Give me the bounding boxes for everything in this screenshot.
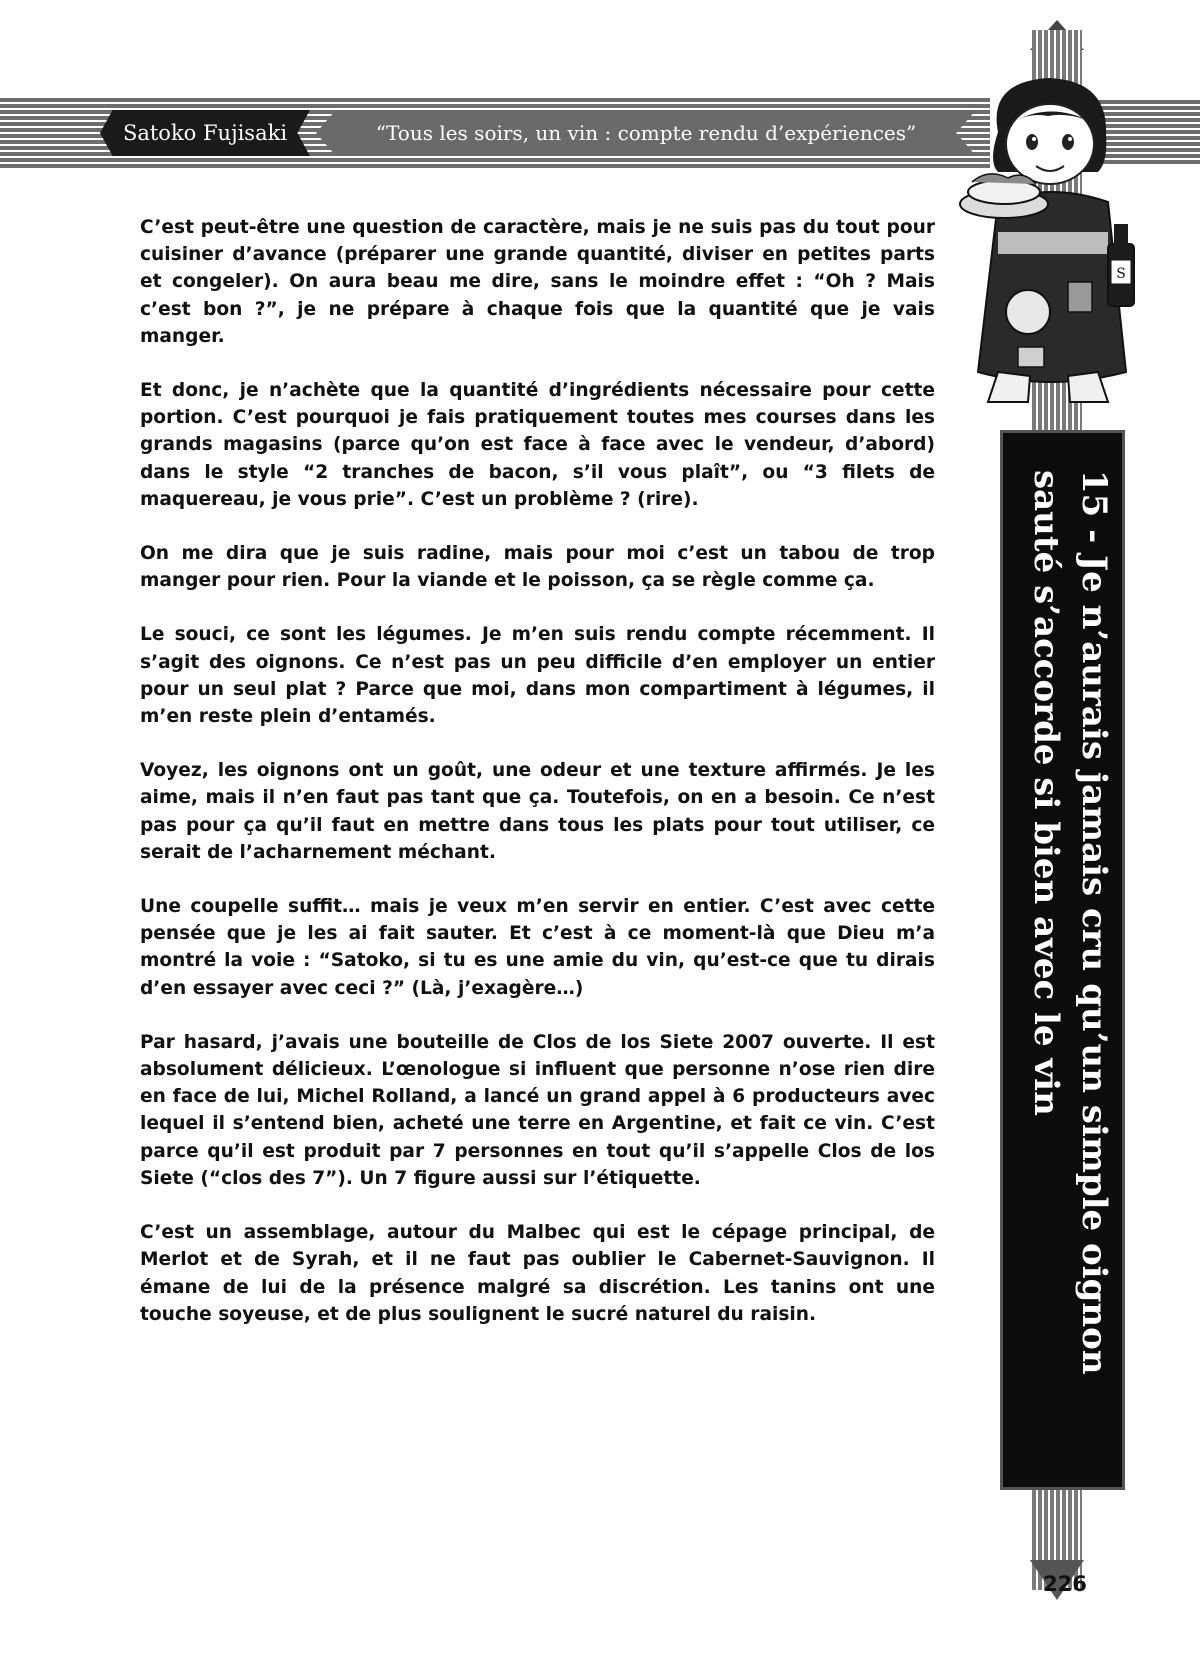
author-name: Satoko Fujisaki [122,121,288,145]
paragraph: On me dira que je suis radine, mais pour moi c’est un tabou de trop manger pour rien. Pour la viande et le poisson, ça se règle comme ça. [140,543,935,592]
article-body [140,214,935,1355]
paragraph: C’est peut-être une question de caractère, mais je ne suis pas du tout pour cuisiner d’avance (préparer une grande quantité, diviser en petites parts et congeler). On aura beau me dire, sans le moindre effet : “Oh ? Mais c’est bon ?”, je ne prépare à chaque fois que la quantité que je vais manger. [140,217,935,347]
character-illustration [958,72,1144,416]
bottle-label: S [1116,266,1126,282]
paragraph: Par hasard, j’avais une bouteille de Clos de los Siete 2007 ouverte. Il est absolument délicieux. L’œnologue si influent que personne n’ose rien dire en face de lui, Michel Rolland, a lancé un grand appel à 6 producteurs avec lequel il s’entend bien, acheté une terre en Argentine, et fait ce vin. C’est parce qu’il est produit par 7 personnes en tout qu’il s’appelle Clos de los Siete (“clos des 7”). Un 7 figure aussi sur l’étiquette. [140,1031,935,1189]
page-number: 226 [1043,1572,1087,1596]
series-title: “Tous les soirs, un vin : compte rendu d’expériences” [375,121,917,145]
paragraph: C’est un assemblage, autour du Malbec qui est le cépage principal, de Merlot et de Syrah, et il ne faut pas oublier le Cabernet-Sauvignon. Il émane de lui de la présence malgré sa discrétion. Les tanins ont une touche soyeuse, et de plus soulignent le sucré naturel du raisin. [140,1222,935,1325]
paragraph: Et donc, je n’achète que la quantité d’ingrédients nécessaire pour cette portion. C’est pourquoi je fais pratiquement toutes mes courses dans les grands magasins (parce qu’on est face à face avec le vendeur, d’abord) dans le style “2 tranches de bacon, s’il vous plaît”, ou “3 filets de maquereau, je vous prie”. C’est un problème ? (rire). [140,380,935,510]
chapter-title: 15 - Je n’aurais jamais cru qu’un simple oignon sauté s’accorde si bien avec le vin [1026,470,1114,1375]
paragraph: Voyez, les oignons ont un goût, une odeur et une texture affirmés. Je les aime, mais il n’en faut pas tant que ça. Toutefois, on en a besoin. Ce n’est pas pour ça qu’il faut en mettre dans tous les plats pour tout utiliser, ce serait de l’acharnement méchant. [140,760,935,863]
paragraph: Le souci, ce sont les légumes. Je m’en suis rendu compte récemment. Il s’agit des oignons. Ce n’est pas un peu difficile d’en employer un entier pour un seul plat ? Parce que moi, dans mon compartiment à légumes, il m’en reste plein d’entamés. [140,624,935,728]
paragraph: Une coupelle suffit… mais je veux m’en servir en entier. C’est avec cette pensée que je les ai fait sauter. Et c’est à ce moment-là que Dieu m’a montré la voie : “Satoko, si tu es une amie du vin, qu’est-ce que tu dirais d’en essayer avec ceci ?” (Là, j’exagère…) [140,896,935,999]
